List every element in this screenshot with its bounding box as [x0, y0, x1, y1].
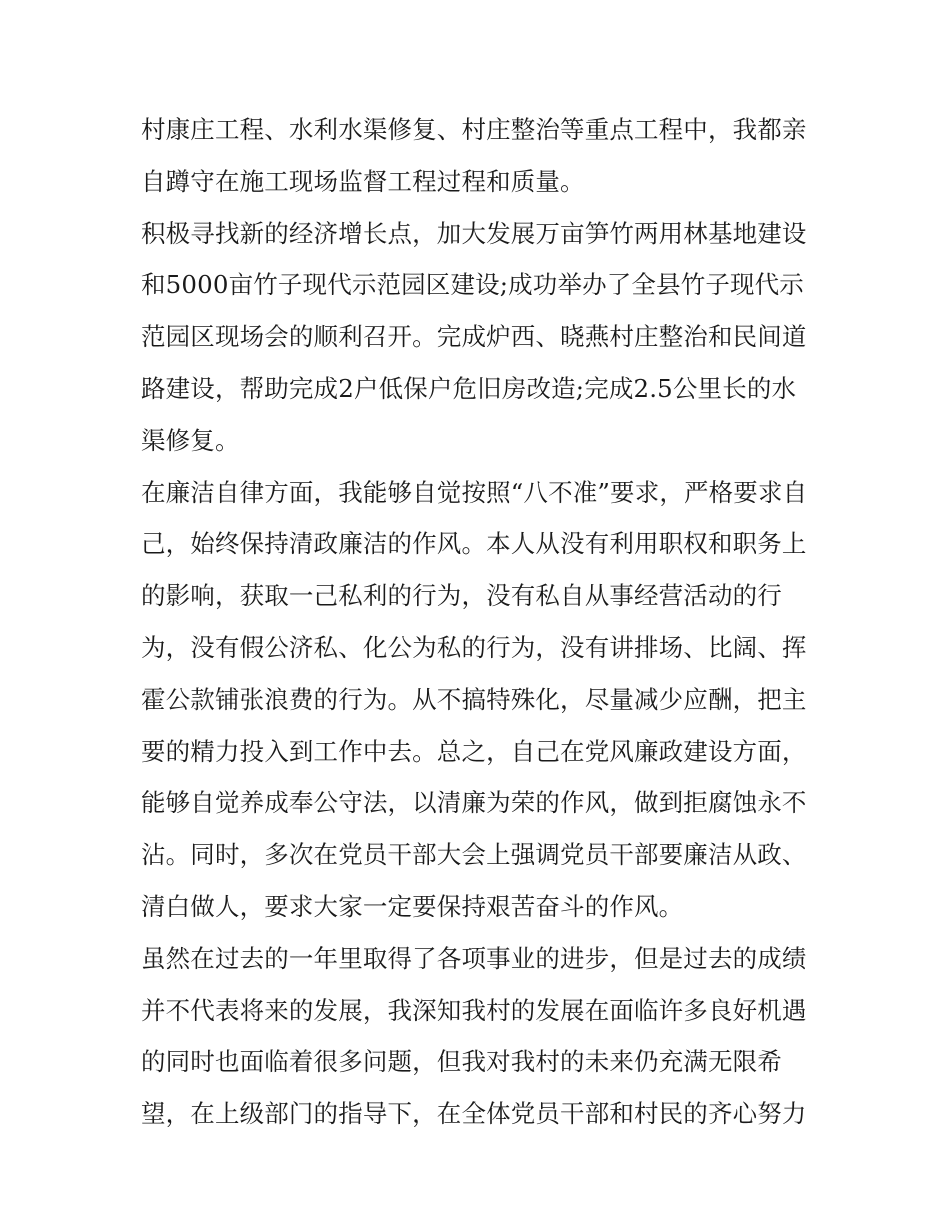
text-line: 村康庄工程、水利水渠修复、村庄整治等重点工程中，我都亲 — [141, 115, 807, 144]
text-line: 范园区现场会的顺利召开。完成炉西、晓燕村庄整治和民间道 — [141, 322, 807, 352]
text-line: 和5000亩竹子现代示范园区建设;成功举办了全县竹子现代示 — [141, 270, 804, 300]
text-line: 霍公款铺张浪费的行为。从不搞特殊化，尽量减少应酬，把主 — [141, 684, 807, 714]
text-line: 渠修复。 — [141, 425, 240, 455]
text-line: 望，在上级部门的指导下，在全体党员干部和村民的齐心努力 — [141, 1099, 807, 1129]
text-line: 要的精力投入到工作中去。总之，自己在党风廉政建设方面， — [141, 736, 807, 766]
text-line: 沾。同时，多次在党员干部大会上强调党员干部要廉洁从政、 — [141, 840, 807, 870]
text-line: 的影响，获取一己私利的行为，没有私自从事经营活动的行 — [141, 581, 782, 611]
body-text — [141, 104, 821, 1140]
text-line: 自蹲守在施工现场监督工程过程和质量。 — [141, 166, 585, 196]
text-line: 积极寻找新的经济增长点，加大发展万亩笋竹两用林基地建设 — [141, 218, 807, 248]
text-line: 虽然在过去的一年里取得了各项事业的进步，但是过去的成绩 — [141, 943, 807, 973]
text-line: 己，始终保持清政廉洁的作风。本人从没有利用职权和职务上 — [141, 529, 807, 559]
text-line: 清白做人，要求大家一定要保持艰苦奋斗的作风。 — [141, 891, 684, 921]
text-line: 的同时也面临着很多问题，但我对我村的未来仍充满无限希 — [141, 1047, 782, 1077]
text-line: 为，没有假公济私、化公为私的行为，没有讲排场、比阔、挥 — [141, 632, 807, 662]
text-line: 路建设，帮助完成2户低保户危旧房改造;完成2.5公里长的水 — [141, 373, 797, 403]
text-line: 能够自觉养成奉公守法，以清廉为荣的作风，做到拒腐蚀永不 — [141, 788, 807, 818]
text-line: 在廉洁自律方面，我能够自觉按照“八不准”要求，严格要求自 — [141, 477, 808, 507]
text-line: 并不代表将来的发展，我深知我村的发展在面临许多良好机遇 — [141, 995, 807, 1025]
